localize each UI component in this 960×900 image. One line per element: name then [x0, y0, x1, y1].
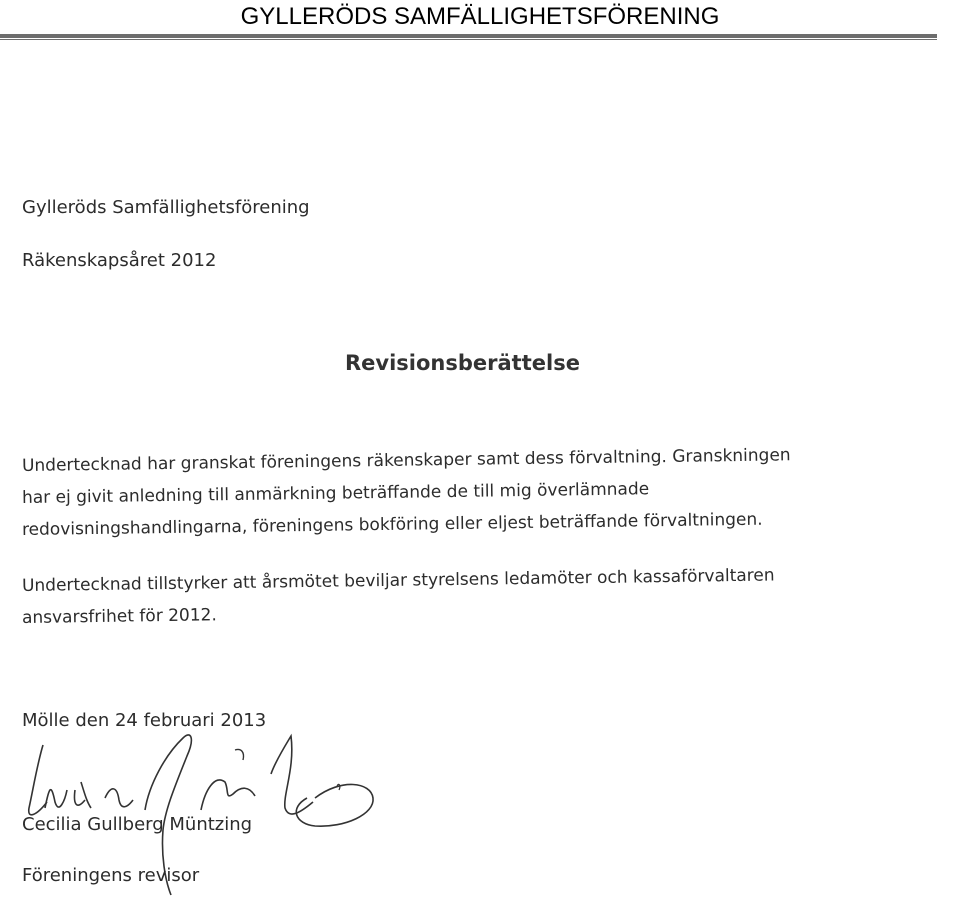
paragraph-1-line-2: har ej givit anledning till anmärkning beträffande de till mig överlämnade [21, 479, 650, 508]
organization-name: Gylleröds Samfällighetsförening [22, 197, 310, 218]
signer-role: Föreningens revisor [22, 865, 200, 886]
paragraph-1-line-1: Undertecknad har granskat föreningens räkenskaper samt dess förvaltning. Granskningen [21, 445, 791, 476]
page-title: GYLLERÖDS SAMFÄLLIGHETSFÖRENING [240, 3, 720, 30]
signer-name: Cecilia Gullberg Müntzing [22, 814, 253, 835]
header-rule-thick [0, 34, 937, 38]
place-date: Mölle den 24 februari 2013 [22, 710, 267, 731]
fiscal-year: Räkenskapsåret 2012 [22, 250, 217, 271]
paragraph-1-line-3: redovisningshandlingarna, föreningens bokföring eller eljest beträffande förvaltningen. [21, 509, 763, 540]
paragraph-2-line-1: Undertecknad tillstyrker att årsmötet beviljar styrelsens ledamöter och kassaförvaltaren [21, 565, 775, 596]
document-title: Revisionsberättelse [345, 351, 580, 375]
page-header [0, 0, 960, 40]
scanned-letter [0, 40, 960, 893]
paragraph-2-line-2: ansvarsfrihet för 2012. [21, 605, 217, 628]
